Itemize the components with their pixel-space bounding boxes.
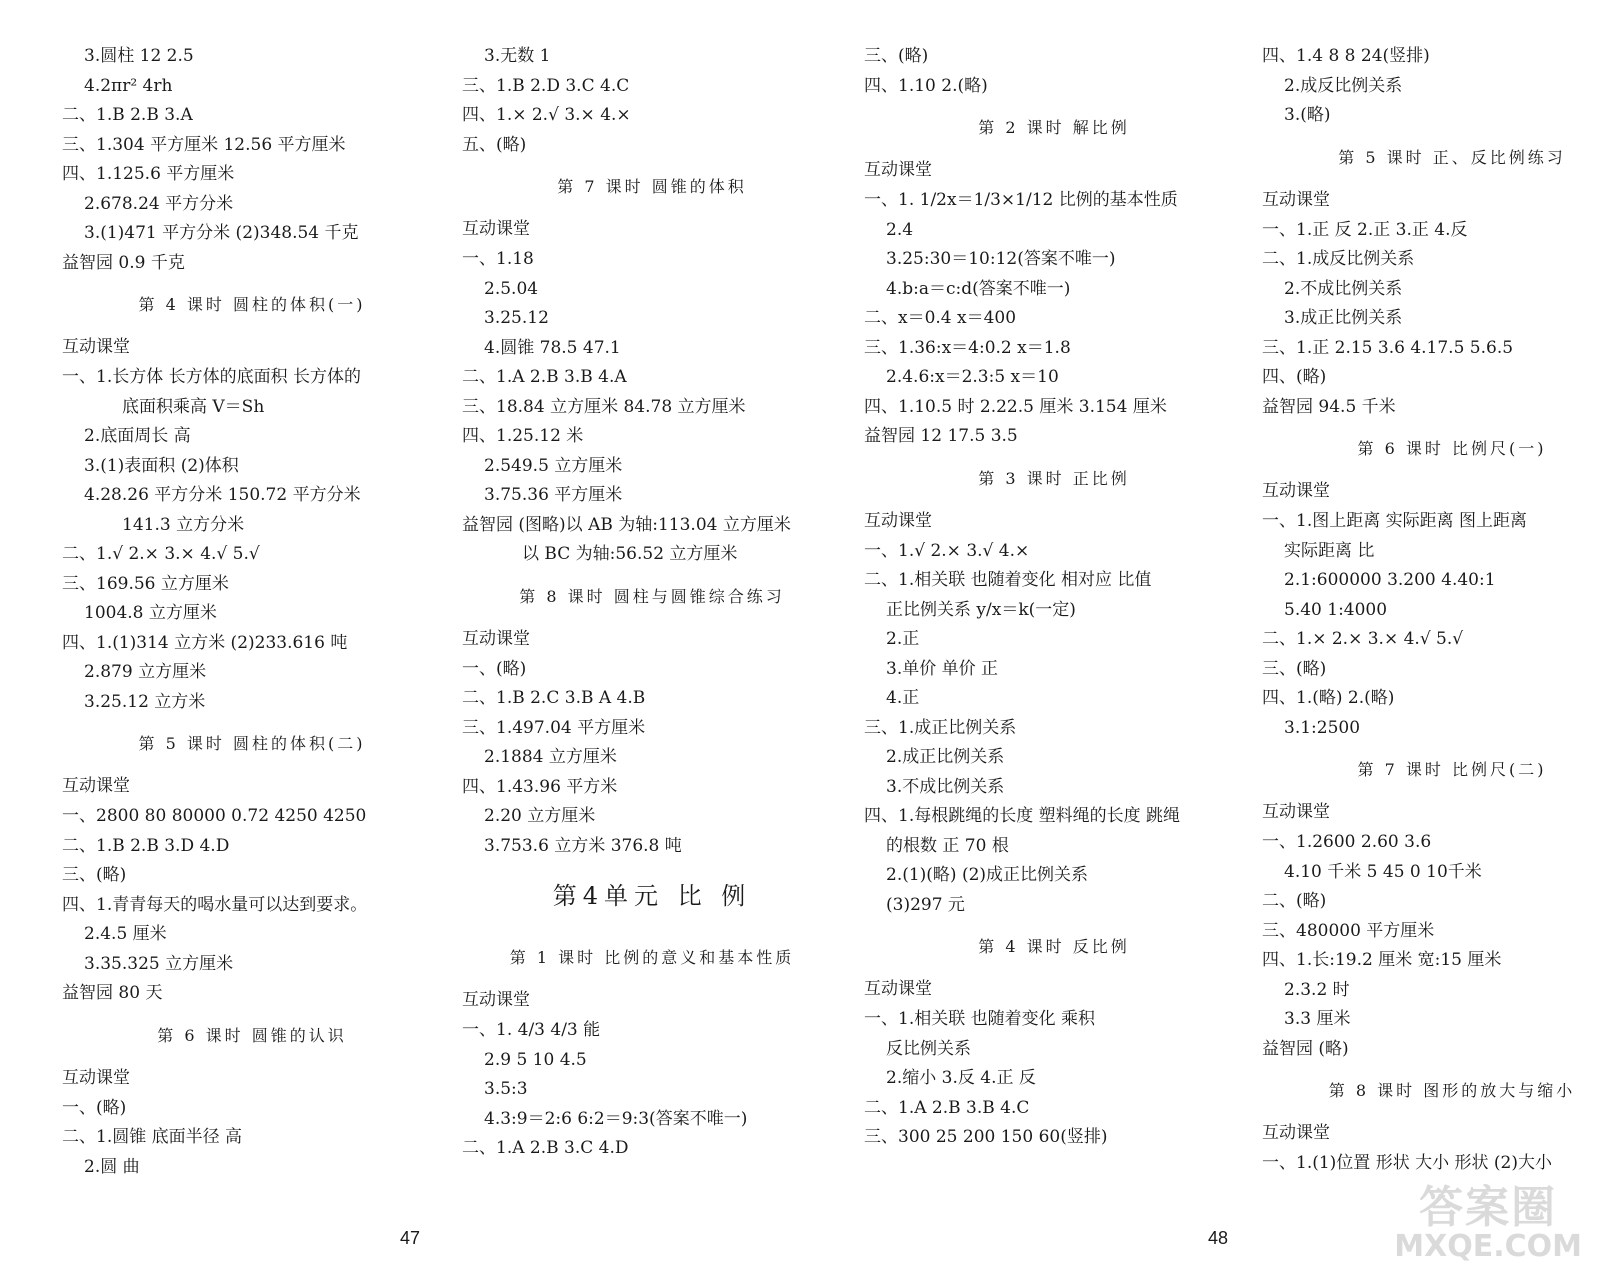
answer-line: 2.549.5 立方厘米	[484, 455, 623, 476]
answer-line: 2.4.5 厘米	[84, 924, 167, 944]
watermark-url: MXQE.COM	[1394, 1229, 1582, 1264]
lesson-heading: 第 7 课时 圆锥的体积	[557, 177, 747, 196]
answer-line: 2.(1)(略) (2)成正比例关系	[886, 865, 1089, 885]
answer-line: 正比例关系 y/x＝k(一定)	[886, 599, 1076, 620]
answer-line: 二、1.B 2.C 3.B A 4.B	[462, 688, 646, 708]
lesson-heading: 第 4 课时 反比例	[978, 937, 1130, 956]
answer-line: 二、1.B 2.B 3.D 4.D	[62, 835, 230, 856]
section-label: 互动课堂	[62, 776, 130, 796]
answer-line: 一、1.√ 2.× 3.√ 4.×	[864, 540, 1030, 561]
answer-line: 益智园 12 17.5 3.5	[864, 426, 1018, 446]
answer-line: 2.底面周长 高	[84, 426, 191, 446]
answer-line: 四、1.× 2.√ 3.× 4.×	[462, 105, 631, 125]
answer-line: (3)297 元	[886, 894, 965, 915]
lesson-heading: 第 5 课时 正、反比例练习	[1338, 147, 1566, 167]
answer-line: 一、1.图上距离 实际距离 图上距离	[1262, 511, 1528, 531]
answer-line: 4.28.26 平方分米 150.72 平方分米	[84, 485, 361, 505]
answer-line: 五、(略)	[462, 134, 527, 155]
lesson-heading: 第 1 课时 比例的意义和基本性质	[509, 948, 795, 967]
lesson-heading: 第 2 课时 解比例	[978, 118, 1130, 137]
section-label: 互动课堂	[462, 628, 530, 649]
section-label: 互动课堂	[62, 337, 130, 357]
answer-line: 底面积乘高 V＝Sh	[122, 396, 265, 417]
answer-line: 三、(略)	[1262, 658, 1327, 679]
answer-line: 实际距离 比	[1284, 540, 1375, 561]
answer-line: 二、1.相关联 也随着变化 相对应 比值	[864, 570, 1152, 590]
answer-line: 三、1.497.04 平方厘米	[462, 717, 646, 738]
answer-line: 二、1.A 2.B 3.C 4.D	[462, 1138, 629, 1158]
answer-line: 一、1.(1)位置 形状 大小 形状 (2)大小	[1262, 1153, 1552, 1173]
answer-line: 的根数 正 70 根	[886, 835, 1009, 856]
answer-line: 三、(略)	[62, 865, 127, 885]
answer-line: 一、1.18	[462, 249, 534, 269]
answer-line: 3.25.12	[484, 308, 549, 328]
answer-line: 一、(略)	[62, 1097, 127, 1118]
answer-line: 四、1.(1)314 立方米 (2)233.616 吨	[62, 632, 348, 653]
answer-line: 3.1:2500	[1284, 717, 1361, 738]
answer-line: 3.35.325 立方厘米	[84, 953, 234, 974]
lesson-heading: 第 5 课时 圆柱的体积(二)	[138, 734, 366, 753]
answer-line: 2.4	[886, 219, 914, 240]
unit-heading: 第4单元 比 例	[552, 882, 752, 910]
answer-line: 二、(略)	[1262, 891, 1327, 911]
section-label: 互动课堂	[864, 160, 932, 180]
answer-line: 3.单价 单价 正	[886, 658, 999, 679]
answer-line: 2.678.24 平方分米	[84, 193, 234, 214]
section-label: 互动课堂	[1262, 189, 1330, 210]
answer-line: 一、1.正 反 2.正 3.正 4.反	[1262, 219, 1468, 240]
answer-line: 四、1.43.96 平方米	[462, 776, 618, 797]
answer-line: 二、1.A 2.B 3.B 4.A	[462, 367, 627, 387]
answer-line: 一、2800 80 80000 0.72 4250 4250	[62, 806, 367, 826]
answer-line: 4.2πr² 4rh	[84, 75, 173, 96]
answer-line: 四、1.25.12 米	[462, 426, 584, 446]
answer-line: 二、1.× 2.× 3.× 4.√ 5.√	[1262, 629, 1464, 649]
answer-line: 4.3:9＝2:6 6:2＝9:3(答案不唯一)	[484, 1108, 748, 1129]
answer-line: 2.879 立方厘米	[84, 662, 207, 682]
answer-line: 2.4.6:x＝2.3:5 x＝10	[886, 367, 1059, 387]
lesson-heading: 第 3 课时 正比例	[978, 468, 1130, 488]
answer-line: 三、1.正 2.15 3.6 4.17.5 5.6.5	[1262, 337, 1514, 358]
answer-line: 3.圆柱 12 2.5	[84, 46, 194, 66]
answer-line: 益智园 94.5 千米	[1262, 396, 1396, 417]
column-4	[1262, 42, 1600, 1179]
answer-line: 四、1.10 2.(略)	[864, 75, 988, 96]
lesson-heading: 第 6 课时 圆锥的认识	[157, 1025, 347, 1045]
answer-line: 141.3 立方分米	[122, 514, 245, 535]
lesson-heading: 第 4 课时 圆柱的体积(一)	[138, 295, 366, 314]
answer-line: 3.成正比例关系	[1284, 308, 1403, 328]
answer-line: 2.缩小 3.反 4.正 反	[886, 1068, 1036, 1088]
answer-line: 四、1.125.6 平方厘米	[62, 164, 235, 184]
answer-line: 三、(略)	[864, 46, 929, 66]
answer-line: 四、1.(略) 2.(略)	[1262, 688, 1395, 708]
answer-line: 二、x＝0.4 x＝400	[864, 308, 1017, 328]
page-number-right: 48	[1208, 1228, 1229, 1248]
column-2	[462, 42, 842, 1164]
watermark-logo-text: 答案圈	[1419, 1182, 1558, 1233]
answer-line: 三、480000 平方厘米	[1262, 920, 1435, 941]
answer-line: 以 BC 为轴:56.52 立方厘米	[522, 544, 738, 564]
column-1	[62, 42, 442, 1182]
answer-line: 3.不成比例关系	[886, 776, 1005, 797]
section-label: 互动课堂	[864, 979, 932, 999]
page-number-left: 47	[400, 1228, 421, 1248]
answer-line: 二、1.成反比例关系	[1262, 249, 1415, 269]
answer-line: 一、1. 1/2x＝1/3×1/12 比例的基本性质	[864, 190, 1178, 210]
answer-line: 5.40 1:4000	[1284, 599, 1388, 620]
answer-line: 一、(略)	[462, 658, 527, 679]
section-label: 互动课堂	[864, 510, 932, 531]
answer-line: 4.正	[886, 688, 920, 708]
answer-line: 三、18.84 立方厘米 84.78 立方厘米	[462, 396, 746, 417]
column-3	[864, 42, 1244, 1153]
answer-line: 3.3 厘米	[1284, 1009, 1351, 1029]
section-label: 互动课堂	[1262, 1123, 1330, 1143]
answer-line: 3.(1)表面积 (2)体积	[84, 455, 239, 476]
answer-line: 1004.8 立方厘米	[84, 603, 217, 623]
answer-line: 2.5.04	[484, 278, 539, 299]
answer-line: 一、1.长方体 长方体的底面积 长方体的	[62, 367, 362, 387]
answer-line: 三、169.56 立方厘米	[62, 573, 229, 594]
answer-line: 一、1. 4/3 4/3 能	[462, 1020, 601, 1040]
answer-line: 益智园 80 天	[62, 983, 163, 1003]
answer-line: 三、1.B 2.D 3.C 4.C	[462, 75, 630, 96]
answer-line: 2.20 立方厘米	[484, 806, 596, 826]
answer-line: 四、1.每根跳绳的长度 塑料绳的长度 跳绳	[864, 806, 1181, 826]
answer-line: 四、1.青青每天的喝水量可以达到要求。	[62, 894, 368, 915]
answer-line: 四、1.长:19.2 厘米 宽:15 厘米	[1262, 950, 1502, 970]
answer-line: 3.(略)	[1284, 105, 1331, 125]
lesson-heading: 第 8 课时 圆柱与圆锥综合练习	[519, 586, 785, 606]
answer-line: 2.成反比例关系	[1284, 75, 1403, 96]
answer-line: 3.25.12 立方米	[84, 691, 206, 712]
answer-line: 二、1.圆锥 底面半径 高	[62, 1127, 243, 1147]
answer-line: 益智园 (图略)以 AB 为轴:113.04 立方厘米	[462, 514, 791, 535]
section-label: 互动课堂	[62, 1067, 130, 1088]
answer-line: 三、1.304 平方厘米 12.56 平方厘米	[62, 134, 346, 155]
answer-line: 三、1.成正比例关系	[864, 717, 1017, 738]
answer-line: 四、1.4 8 8 24(竖排)	[1262, 46, 1430, 66]
answer-line: 二、1.√ 2.× 3.× 4.√ 5.√	[62, 544, 260, 564]
answer-line: 三、300 25 200 150 60(竖排)	[864, 1127, 1108, 1147]
watermark	[1394, 1182, 1582, 1264]
answer-line: 2.成正比例关系	[886, 747, 1005, 767]
answer-line: 2.1:600000 3.200 4.40:1	[1284, 570, 1496, 590]
answer-line: 2.3.2 时	[1284, 979, 1350, 1000]
answer-line: 2.1884 立方厘米	[484, 747, 617, 767]
answer-line: 3.无数 1	[484, 46, 551, 66]
answer-line: 一、1.2600 2.60 3.6	[1262, 832, 1432, 852]
answer-line: 益智园 0.9 千克	[62, 252, 185, 273]
answer-line: 3.5:3	[484, 1079, 528, 1099]
answer-line: 四、1.10.5 时 2.22.5 厘米 3.154 厘米	[864, 396, 1167, 417]
answer-line: 四、(略)	[1262, 367, 1327, 387]
answer-line: 益智园 (略)	[1262, 1038, 1349, 1059]
section-label: 互动课堂	[462, 219, 530, 239]
answer-line: 2.不成比例关系	[1284, 278, 1403, 299]
lesson-heading: 第 8 课时 图形的放大与缩小	[1328, 1081, 1576, 1100]
answer-line: 2.正	[886, 629, 920, 649]
answer-line: 2.9 5 10 4.5	[484, 1049, 587, 1070]
answer-line: 4.b:a＝c:d(答案不唯一)	[886, 278, 1071, 299]
lesson-heading: 第 6 课时 比例尺(一)	[1357, 439, 1547, 458]
section-label: 互动课堂	[1262, 481, 1330, 501]
answer-line: 3.75.36 平方厘米	[484, 485, 623, 505]
answer-line: 三、1.36:x＝4:0.2 x＝1.8	[864, 337, 1071, 358]
section-label: 互动课堂	[1262, 802, 1330, 822]
answer-line: 4.圆锥 78.5 47.1	[484, 337, 621, 358]
answer-line: 一、1.相关联 也随着变化 乘积	[864, 1009, 1096, 1029]
answer-line: 2.圆 曲	[84, 1156, 140, 1177]
answer-line: 3.25:30＝10:12(答案不唯一)	[886, 249, 1116, 269]
lesson-heading: 第 7 课时 比例尺(二)	[1357, 760, 1547, 779]
answer-line: 3.753.6 立方米 376.8 吨	[484, 835, 682, 856]
answer-line: 二、1.A 2.B 3.B 4.C	[864, 1097, 1030, 1118]
section-label: 互动课堂	[462, 990, 530, 1010]
answer-line: 4.10 千米 5 45 0 10千米	[1284, 861, 1482, 882]
answer-line: 二、1.B 2.B 3.A	[62, 105, 193, 125]
answer-line: 反比例关系	[886, 1038, 971, 1059]
answer-line: 3.(1)471 平方分米 (2)348.54 千克	[84, 223, 359, 243]
